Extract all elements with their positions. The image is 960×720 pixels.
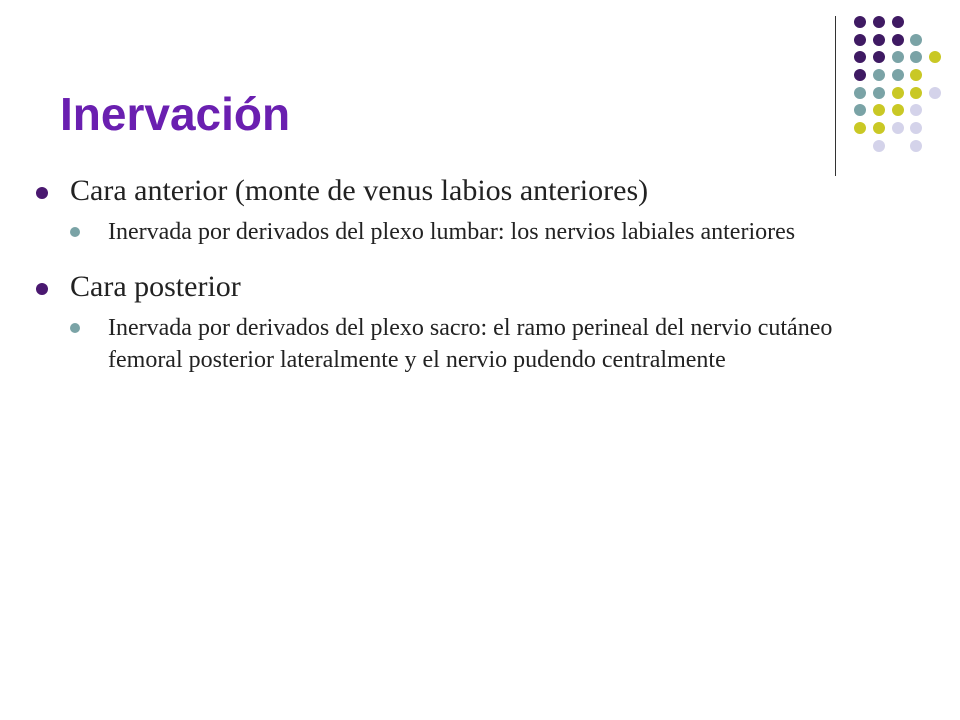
deco-dot [854,69,866,81]
bullet-dot-icon [36,283,48,295]
deco-dot [929,51,941,63]
bullet-cara-posterior [36,268,916,306]
deco-dot [892,122,904,134]
deco-dot [873,69,885,81]
deco-dot [910,87,922,99]
deco-dot [892,16,904,28]
bullet-text: Cara anterior (monte de venus labios anteriores) [70,174,649,207]
deco-dot [892,69,904,81]
deco-dot [873,34,885,46]
deco-dot [873,140,885,152]
deco-dot [873,16,885,28]
bullet-text: Cara posterior [70,270,241,303]
deco-dot [854,51,866,63]
deco-dot [873,51,885,63]
deco-dot [854,34,866,46]
slide-body [36,172,916,396]
sub-bullet-anterior-detail [70,216,898,248]
title-divider-line [835,16,836,176]
deco-dot [854,104,866,116]
bullet-cara-anterior [36,172,916,210]
sub-bullet-text: Inervada por derivados del plexo sacro: el ramo perineal del nervio cutáneo femoral posterior lateralmente y el nervio pudendo centralmente [108,315,833,373]
deco-dot [854,87,866,99]
sub-bullet-dot-icon [70,323,80,333]
deco-dot [910,140,922,152]
bullet-dot-icon [36,187,48,199]
deco-dot [910,69,922,81]
deco-dot [873,104,885,116]
deco-dot [892,51,904,63]
deco-dot [892,87,904,99]
deco-dot [910,51,922,63]
deco-dot [854,122,866,134]
slide-title: Inervación [60,88,291,140]
deco-dot [892,104,904,116]
deco-dot [910,122,922,134]
deco-dot [910,34,922,46]
deco-dot [910,104,922,116]
deco-dot [854,16,866,28]
sub-bullet-posterior-detail [70,312,898,376]
deco-dot [929,87,941,99]
sub-bullet-dot-icon [70,227,80,237]
deco-dot [892,34,904,46]
deco-dot [873,87,885,99]
deco-dot [873,122,885,134]
sub-bullet-text: Inervada por derivados del plexo lumbar: los nervios labiales anteriores [108,219,796,245]
